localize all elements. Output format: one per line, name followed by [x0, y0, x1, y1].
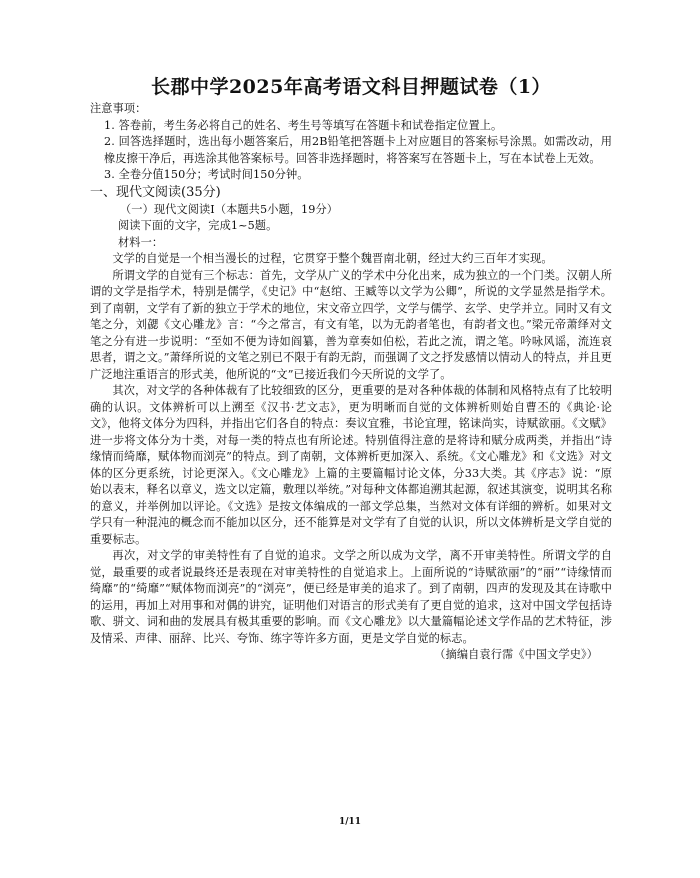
exam-title: 长郡中学2025年高考语文科目押题试卷（1） — [150, 76, 552, 98]
passage-paragraph: 其次，对文学的各种体裁有了比较细致的区分，更重要的是对各种体裁的体制和风格特点有了比较明确的认识。文体辨析可以上溯至《汉书·艺文志》，更为明晰而自觉的文体辨析则始自曹丕的《典论·论文》，他将文体分为四科，并指出它们各自的特点：奏议宜雅，书论宜理，铭诔尚实，诗赋欲丽。《文赋》进一步将文体分为十类，对每一类的特点也有所论述。特别值得注意的是将诗和赋分成两类，并指出“诗缘情而绮靡，赋体物而浏亮”的特点。到了南朝，文体辨析更加深入、系统。《文心雕龙》和《文选》对文体的区分更系统，讨论更深入。《文心雕龙》上篇的主要篇幅讨论文体，分33大类。其《序志》说：“原始以表末，释名以章义，选文以定篇，敷理以举统。”对每种文体都追溯其起源，叙述其演变，说明其名称的意义，并举例加以评论。《文选》是按文体编成的一部文学总集，当然对文体有详细的辨析。如果对文学只有一种混沌的概念而不能加以区分，还不能算是对文学有了自觉的认识，所以文体辨析是文学自觉的重要标志。 — [90, 384, 612, 546]
passage-paragraph: 文学的自觉是一个相当漫长的过程，它贯穿于整个魏晋南北朝，经过大约三百年才实现。 — [112, 252, 553, 265]
passage-paragraph: 所谓文学的自觉有三个标志：首先，文学从广义的学术中分化出来，成为独立的一个门类。汉朝人所谓的文学是指学术，特别是儒学，《史记》中“赵绾、王臧等以文学为公卿”，所说的文学显然是指学术。到了南朝，文学有了新的独立于学术的地位，宋文帝立四学，文学与儒学、玄学、史学并立。同时又有文笔之分，刘勰《文心雕龙》言：“今之常言，有文有笔，以为无韵者笔也，有韵者文也。”梁元帝萧绎对文笔之分有进一步说明：“至如不便为诗如阎纂，善为章奏如伯松，若此之流，谓之笔。吟咏风谣，流连哀思者，谓之文。”萧绎所说的文笔之别已不限于有韵无韵，而强调了文之抒发感情以情动人的特点，并且更广泛地注重语言的形式美，他所说的“文”已接近我们今天所说的文学了。 — [90, 268, 612, 381]
instruction: 阅读下面的文字，完成1~5题。 — [118, 219, 278, 232]
notice-item: 3. 全卷分值150分；考试时间150分钟。 — [104, 168, 309, 181]
notice-label: 注意事项： — [90, 102, 147, 115]
subsection-title: （一）现代文阅读Ⅰ（本题共5小题，19分） — [120, 202, 339, 216]
notice-item: 1. 答卷前，考生务必将自己的姓名、考生号等填写在答题卡和试卷指定位置上。 — [104, 118, 503, 132]
notice-item: 2. 回答选择题时，选出每小题答案后，用2B铅笔把答题卡上对应题目的答案标号涂黑。如需改动，用橡皮擦干净后，再选涂其他答案标号。回答非选择题时，将答案写在答题卡上，写在本试卷上无效。 — [104, 135, 612, 165]
page-number: 1/11 — [338, 817, 362, 827]
source-citation: （摘编自袁行霈《中国文学史》） — [434, 648, 598, 661]
section-title: 一、现代文阅读(35分) — [90, 184, 221, 200]
passage-paragraph: 再次，对文学的审美特性有了自觉的追求。文学之所以成为文学，离不开审美特性。所谓文学的自觉，最重要的或者说最终还是表现在对审美特性的自觉追求上。上面所说的“诗赋欲丽”的“丽”“诗缘情而绮靡”的“绮靡”“赋体物而浏亮”的“浏亮”，便已经是审美的追求了。到了南朝，四声的发现及其在诗歌中的运用，再加上对用事和对偶的讲究，证明他们对语言的形式美有了更自觉的追求，这对中国文学包括诗歌、骈文、词和曲的发展具有极其重要的影响。而《文心雕龙》以大量篇幅论述文学作品的艺术特征，涉及情采、声律、丽辞、比兴、夸饰、练字等许多方面，更是文学自觉的标志。 — [90, 549, 612, 645]
material-label: 材料一： — [118, 235, 164, 249]
